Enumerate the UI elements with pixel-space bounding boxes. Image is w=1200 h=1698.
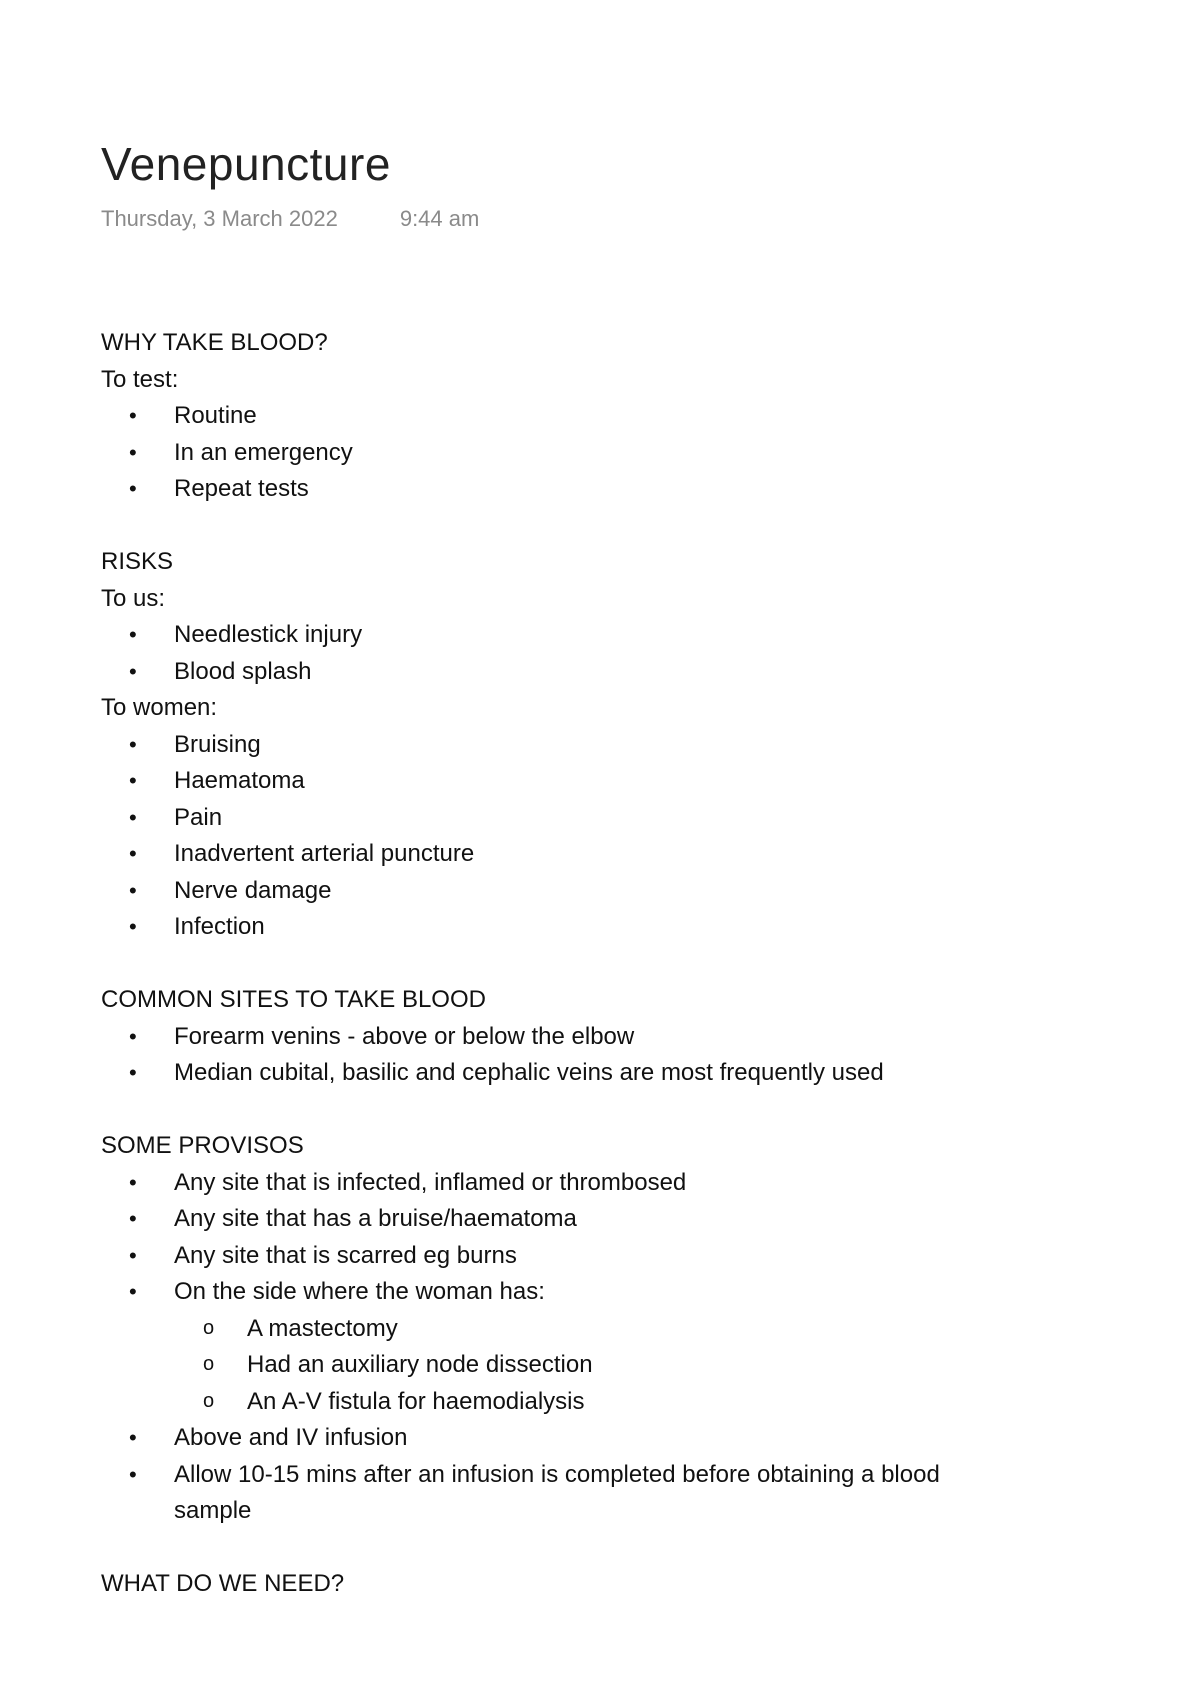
note-date: Thursday, 3 March 2022 [101,206,338,231]
list-item: • Inadvertent arterial puncture [101,836,1101,873]
why-intro: To test: [101,365,179,393]
list-item: • Blood splash [101,654,1101,691]
section-heading-provisos: SOME PROVISOS [101,1132,304,1159]
note-page [101,132,1101,1603]
list-item: • Above and IV infusion [101,1420,1101,1457]
list-item: • Routine [101,398,1101,435]
list-item: • Infection [101,909,1101,946]
risks-women-list [101,727,1101,946]
note-time: 9:44 am [399,206,480,231]
provisos-list [101,1165,1101,1530]
page-title: Venepuncture [101,138,391,190]
risks-us-list [101,617,1101,690]
sites-list [101,1019,1101,1092]
sub-list-item: o Had an auxiliary node dissection [101,1347,1101,1384]
list-item: • Median cubital, basilic and cephalic veins are most frequently used [101,1055,1101,1092]
list-item: • Bruising [101,727,1101,764]
list-item: • Forearm venins - above or below the elbow [101,1019,1101,1056]
note-body [101,325,1101,1603]
list-item: • Any site that is infected, inflamed or thrombosed [101,1165,1101,1202]
list-item: • In an emergency [101,435,1101,472]
list-item: • Allow 10-15 mins after an infusion is completed before obtaining a blood sample [101,1457,1014,1530]
risks-women-label: To women: [101,694,218,721]
sub-list-item: o An A-V fistula for haemodialysis [101,1384,1101,1421]
section-heading-need: WHAT DO WE NEED? [101,1570,345,1597]
list-item: • Any site that has a bruise/haematoma [101,1201,1101,1238]
section-heading-sites: COMMON SITES TO TAKE BLOOD [101,986,486,1013]
note-timestamp [101,204,1101,234]
section-heading-risks: RISKS [101,548,174,575]
risks-us-label: To us: [101,584,166,612]
list-item: • Needlestick injury [101,617,1101,654]
list-item: • Repeat tests [101,471,1101,508]
list-item: • Any site that is scarred eg burns [101,1238,1101,1275]
list-item: • Pain [101,800,1101,837]
why-list [101,398,1101,508]
list-item: • Nerve damage [101,873,1101,910]
list-item: • Haematoma [101,763,1101,800]
section-heading-why: WHY TAKE BLOOD? [101,329,328,356]
sub-list-item: o A mastectomy [101,1311,1101,1348]
list-item: • On the side where the woman has: [101,1274,1101,1311]
